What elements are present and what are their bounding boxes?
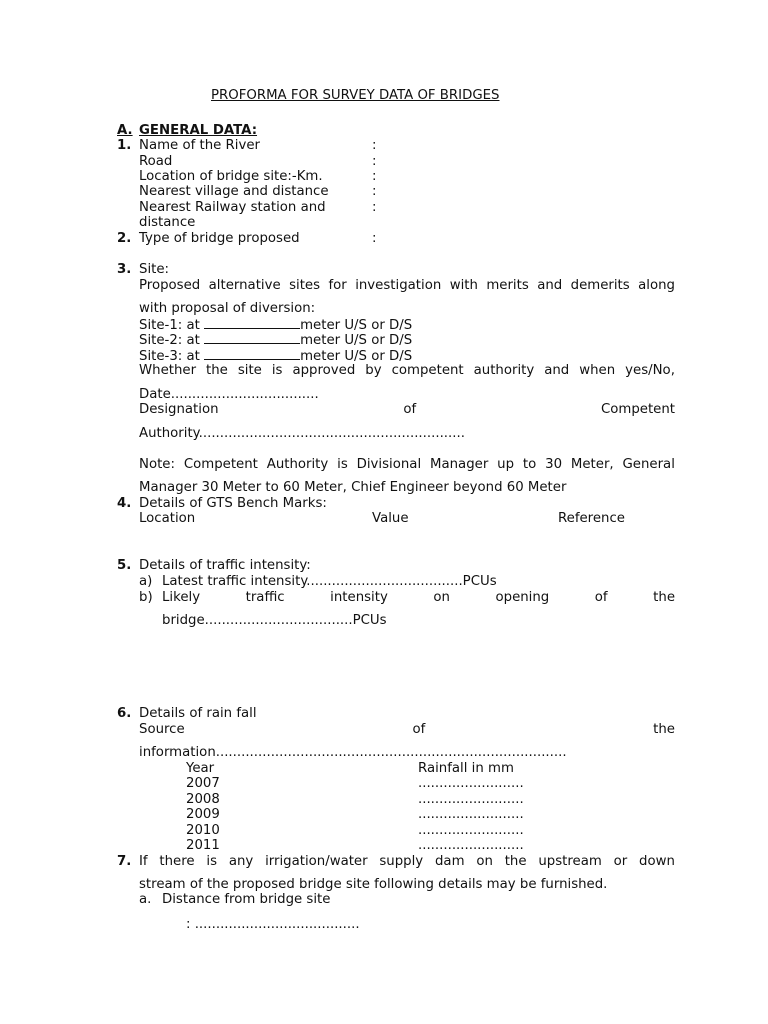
word: authority — [473, 363, 535, 378]
railway-label-line2: distance — [139, 215, 196, 230]
gts-heading: Details of GTS Bench Marks: — [139, 496, 327, 511]
year-2008: 2008 — [186, 792, 220, 807]
site2-suffix: meter U/S or D/S — [300, 333, 413, 348]
river-colon: : — [372, 138, 377, 153]
rain-2010: ......................... — [418, 823, 524, 838]
word: Competent — [183, 457, 258, 472]
gts-col-value: Value — [372, 511, 409, 526]
rain-col-mm: Rainfall in mm — [418, 761, 514, 776]
word: down — [639, 854, 675, 869]
road-colon: : — [372, 154, 377, 169]
source-line — [139, 722, 675, 738]
traffic-b-label: b) — [139, 590, 153, 605]
word: upstream — [538, 854, 602, 869]
item-number-4: 4. — [117, 496, 132, 511]
section-a-heading: GENERAL DATA: — [139, 123, 258, 138]
dam-a-value: : ....................................... — [186, 917, 360, 932]
word: merits — [486, 278, 529, 293]
dam-a-text: Distance from bridge site — [162, 892, 331, 907]
word: irrigation/water — [265, 854, 368, 869]
site3-blank — [204, 348, 300, 360]
word: when — [579, 363, 616, 378]
word: Designation — [139, 402, 219, 417]
word: Divisional — [356, 457, 422, 472]
word: General — [622, 457, 675, 472]
word: is — [271, 363, 283, 378]
word: and — [537, 278, 563, 293]
word: of — [412, 722, 426, 737]
gts-col-location: Location — [139, 511, 196, 526]
location-colon: : — [372, 169, 377, 184]
word: the — [653, 590, 675, 605]
item-number-1: 1. — [117, 138, 132, 153]
year-2010: 2010 — [186, 823, 220, 838]
site2-prefix: Site-2: at — [139, 333, 205, 348]
traffic-b-cont: bridge...................................PCUs — [162, 613, 387, 628]
authority-field: Authority............................................................... — [139, 426, 465, 441]
word: Manager — [430, 457, 489, 472]
word: Meter, — [570, 457, 614, 472]
site2-blank — [204, 332, 300, 344]
item-number-6: 6. — [117, 706, 132, 721]
word: Competent — [600, 402, 675, 417]
railway-colon: : — [372, 200, 377, 215]
page-title: PROFORMA FOR SURVEY DATA OF BRIDGES — [211, 88, 500, 103]
word: Note: — [139, 457, 175, 472]
word: on — [433, 590, 450, 605]
word: Likely — [162, 590, 201, 605]
site3-prefix: Site-3: at — [139, 349, 205, 364]
word: of — [594, 590, 608, 605]
diversion-text: with proposal of diversion: — [139, 301, 316, 316]
rainfall-heading: Details of rain fall — [139, 706, 257, 721]
word: of — [403, 402, 417, 417]
note-line-2: Manager 30 Meter to 60 Meter, Chief Engineer beyond 60 Meter — [139, 480, 567, 495]
word: supply — [379, 854, 424, 869]
word: the — [206, 363, 228, 378]
dam-line-2: stream of the proposed bridge site following details may be furnished. — [139, 877, 608, 892]
rain-col-year: Year — [186, 761, 215, 776]
word: competent — [391, 363, 464, 378]
village-colon: : — [372, 184, 377, 199]
date-field: Date................................... — [139, 387, 319, 402]
rain-2008: ......................... — [418, 792, 524, 807]
word: alternative — [208, 278, 281, 293]
word: is — [337, 457, 348, 472]
word: or — [613, 854, 628, 869]
word: for — [328, 278, 347, 293]
word: Source — [139, 722, 185, 737]
dam-a-label: a. — [139, 892, 152, 907]
traffic-heading: Details of traffic intensity: — [139, 558, 311, 573]
item-number-2: 2. — [117, 231, 132, 246]
word: the — [653, 722, 675, 737]
year-2011: 2011 — [186, 838, 220, 853]
item-number-3: 3. — [117, 262, 132, 277]
rain-2007: ......................... — [418, 776, 524, 791]
site2-line — [139, 332, 412, 349]
word: along — [638, 278, 675, 293]
year-2009: 2009 — [186, 807, 220, 822]
rain-2009: ......................... — [418, 807, 524, 822]
word: on — [476, 854, 493, 869]
note-line — [139, 457, 675, 473]
item-number-5: 5. — [117, 558, 132, 573]
site3-suffix: meter U/S or D/S — [300, 349, 413, 364]
word: traffic — [245, 590, 285, 605]
word: sites — [289, 278, 321, 293]
traffic-a-label: a) — [139, 574, 153, 589]
rain-2011: ......................... — [418, 838, 524, 853]
site1-prefix: Site-1: at — [139, 318, 205, 333]
traffic-b-line — [162, 590, 675, 606]
item-number-7: 7. — [117, 854, 132, 869]
word: any — [228, 854, 254, 869]
word: to — [522, 457, 537, 472]
site-heading: Site: — [139, 262, 170, 277]
site1-blank — [204, 317, 300, 329]
word: with — [449, 278, 478, 293]
word: Proposed — [139, 278, 201, 293]
year-2007: 2007 — [186, 776, 220, 791]
section-a-letter: A. — [117, 123, 133, 138]
dam-line-1 — [139, 854, 675, 870]
word: 30 — [545, 457, 563, 472]
bridge-type-colon: : — [372, 231, 377, 246]
word: Authority — [266, 457, 329, 472]
approval-line — [139, 363, 675, 379]
word: demerits — [570, 278, 630, 293]
word: site — [237, 363, 262, 378]
word: opening — [495, 590, 550, 605]
word: approved — [292, 363, 356, 378]
word: Whether — [139, 363, 197, 378]
site1-suffix: meter U/S or D/S — [300, 318, 413, 333]
word: intensity — [330, 590, 388, 605]
proposed-sites-line — [139, 278, 675, 294]
word: by — [365, 363, 382, 378]
road-label: Road — [139, 154, 173, 169]
railway-label-line1: Nearest Railway station and — [139, 200, 326, 215]
river-label: Name of the River — [139, 138, 260, 153]
word: If — [139, 854, 148, 869]
word: and — [544, 363, 570, 378]
word: yes/No, — [625, 363, 675, 378]
information-field: information................................................................................... — [139, 745, 567, 760]
word: is — [206, 854, 218, 869]
word: there — [159, 854, 195, 869]
word: the — [504, 854, 527, 869]
designation-line — [139, 402, 675, 418]
word: up — [497, 457, 515, 472]
location-label: Location of bridge site:-Km. — [139, 169, 323, 184]
word: dam — [434, 854, 465, 869]
traffic-a-text: Latest traffic intensity.....................................PCUs — [162, 574, 497, 589]
word: investigation — [355, 278, 442, 293]
gts-col-reference: Reference — [558, 511, 625, 526]
bridge-type-label: Type of bridge proposed — [139, 231, 300, 246]
village-label: Nearest village and distance — [139, 184, 329, 199]
